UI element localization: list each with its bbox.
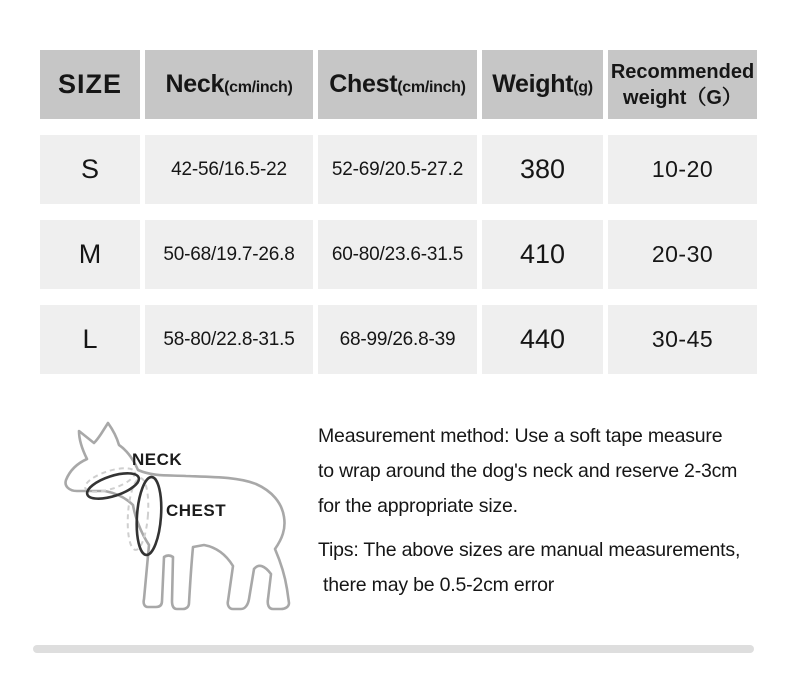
neck-label: NECK (132, 450, 183, 469)
notes-section (318, 419, 778, 612)
recommended-value: 20-30 (651, 241, 714, 267)
header-label: Neck (165, 70, 225, 98)
dog-measurement-diagram (56, 416, 300, 620)
header-label: SIZE (57, 69, 122, 99)
table-cell-neck (145, 135, 313, 204)
header-label: Chest (329, 70, 398, 98)
weight-value: 440 (519, 324, 566, 354)
table-cell-size (40, 305, 140, 374)
table-cell-size (40, 135, 140, 204)
table-cell-chest (318, 220, 477, 289)
header-label: Recommended weight（G） (610, 60, 755, 109)
header-cell-size (40, 50, 140, 119)
note-line: Tips: The above sizes are manual measurements, (318, 539, 741, 561)
weight-value: 380 (519, 154, 566, 184)
table-cell-size (40, 220, 140, 289)
table-cell-neck (145, 305, 313, 374)
header-cell-weight (482, 50, 603, 119)
size-value: M (78, 239, 102, 269)
header-unit: (g) (573, 79, 593, 96)
chest-value: 68-99/26.8-39 (339, 328, 456, 350)
header-unit: (cm/inch) (397, 79, 466, 96)
header-unit: (cm/inch) (224, 79, 293, 96)
measurement-note (318, 419, 778, 524)
neck-value: 50-68/19.7-26.8 (163, 243, 295, 265)
note-line: Measurement method: Use a soft tape measure (318, 425, 723, 447)
table-cell-weight (482, 135, 603, 204)
neck-band (84, 468, 142, 504)
size-value: L (82, 324, 98, 354)
note-line: for the appropriate size. (318, 495, 518, 517)
chest-value: 60-80/23.6-31.5 (331, 243, 464, 265)
header-label-group (166, 70, 293, 99)
tips-note (318, 533, 778, 603)
neck-value: 58-80/22.8-31.5 (163, 328, 295, 350)
header-cell-chest (318, 50, 477, 119)
neck-value: 42-56/16.5-22 (171, 158, 287, 180)
chest-label: CHEST (166, 501, 227, 520)
table-cell-weight (482, 305, 603, 374)
header-cell-neck (145, 50, 313, 119)
chest-value: 52-69/20.5-27.2 (331, 158, 464, 180)
note-line: to wrap around the dog's neck and reserve 2-3cm (318, 460, 738, 482)
table-cell-weight (482, 220, 603, 289)
recommended-value: 30-45 (651, 326, 714, 352)
table-cell-recommended (608, 305, 757, 374)
table-cell-recommended (608, 220, 757, 289)
header-label-group (329, 70, 465, 99)
header-label-group (492, 70, 593, 99)
size-value: S (80, 154, 99, 184)
bottom-divider (33, 645, 754, 653)
recommended-value: 10-20 (651, 156, 714, 182)
note-line: there may be 0.5-2cm error (323, 574, 555, 596)
table-cell-chest (318, 305, 477, 374)
header-label: Weight (492, 70, 574, 98)
weight-value: 410 (519, 239, 566, 269)
header-cell-recommended-weight (608, 50, 757, 119)
table-cell-neck (145, 220, 313, 289)
table-cell-chest (318, 135, 477, 204)
table-cell-recommended (608, 135, 757, 204)
size-table (40, 50, 757, 374)
